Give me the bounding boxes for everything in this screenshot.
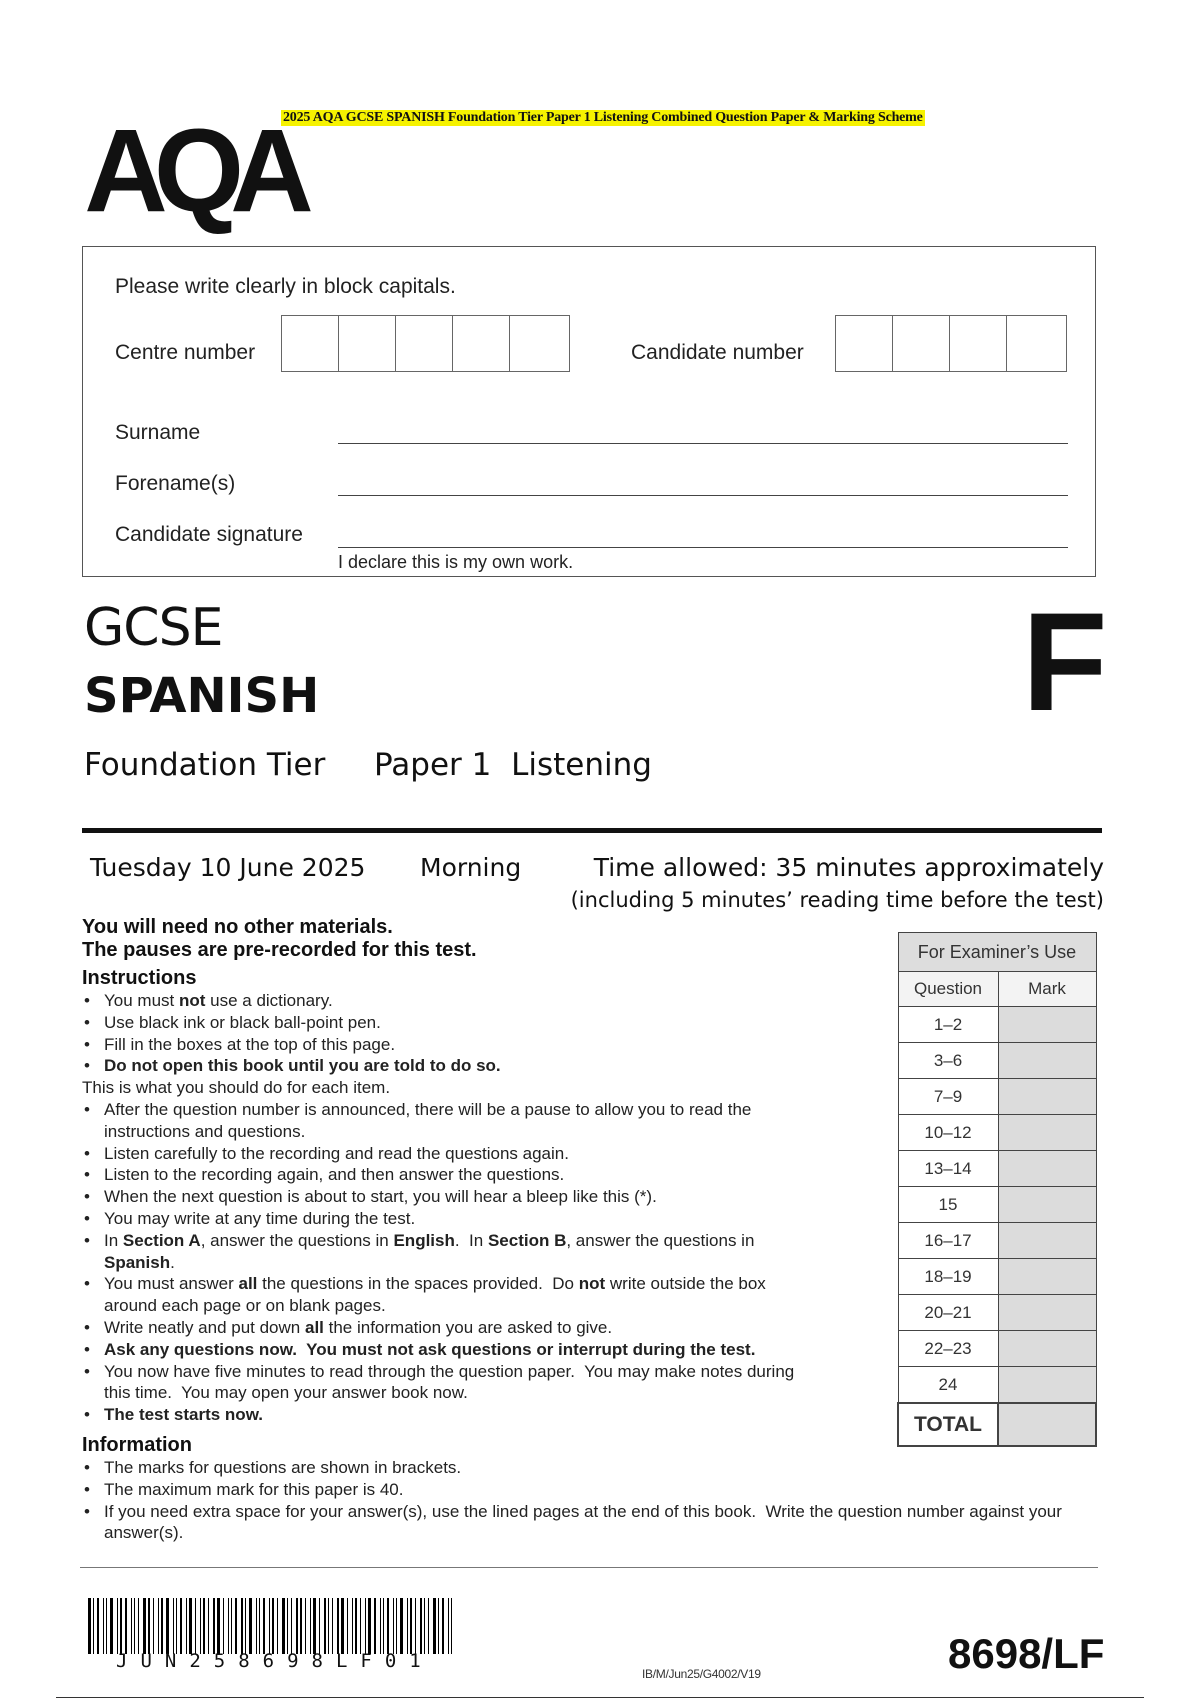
instruction-item: • You must answer all the questions in the spaces provided. Do not write outside the box around each page or on blank pages. [104, 1273, 812, 1317]
barcode-bar [195, 1598, 196, 1654]
page-bottom-rule [56, 1697, 1144, 1698]
barcode-bar [355, 1598, 357, 1654]
mark-cell [998, 1295, 1096, 1331]
table-row [898, 1043, 1096, 1079]
paper-label: Paper 1 Listening [374, 747, 652, 783]
table-row [898, 1079, 1096, 1115]
mark-cell [998, 1007, 1096, 1043]
candidate-digit-box[interactable] [950, 316, 1007, 371]
barcode-bar [310, 1598, 311, 1654]
instruction-item: • Write neatly and put down all the information you are asked to give. [104, 1317, 812, 1339]
barcode-bar [93, 1598, 94, 1654]
barcode-bar [332, 1598, 333, 1654]
barcode-bar [189, 1598, 192, 1654]
barcode-bar [442, 1598, 444, 1654]
signature-label: Candidate signature [115, 523, 303, 546]
barcode-bar [231, 1598, 232, 1654]
signature-line[interactable] [338, 547, 1068, 548]
information-heading: Information [82, 1433, 192, 1456]
barcode-bar [410, 1598, 412, 1654]
information-item: • The marks for questions are shown in brackets. [104, 1457, 1092, 1479]
table-row [898, 1295, 1096, 1331]
tier-letter: F [1022, 583, 1108, 740]
barcode-bar [374, 1598, 376, 1654]
barcode-bar [387, 1598, 389, 1654]
question-range: 18–19 [898, 1259, 998, 1295]
barcode-bar [360, 1598, 361, 1654]
barcode-bar [341, 1598, 344, 1654]
instruction-item: • You may write at any time during the test. [104, 1208, 812, 1230]
barcode-bar [347, 1598, 348, 1654]
question-range: 10–12 [898, 1115, 998, 1151]
barcode-bar [324, 1598, 326, 1654]
table-row [898, 1007, 1096, 1043]
footer-divider [80, 1567, 1098, 1568]
barcode-bar [259, 1598, 260, 1654]
centre-digit-box[interactable] [282, 316, 339, 371]
question-range: 24 [898, 1367, 998, 1404]
barcode-bar [300, 1598, 302, 1654]
question-range: 22–23 [898, 1331, 998, 1367]
question-column-header: Question [898, 972, 998, 1007]
barcode-bar [117, 1598, 118, 1654]
aqa-logo: AQA [84, 105, 301, 237]
barcode-bar [424, 1598, 425, 1654]
exam-date: Tuesday 10 June 2025 [90, 853, 366, 882]
barcode-bar [272, 1598, 274, 1654]
mark-cell [998, 1115, 1096, 1151]
mark-cell [998, 1043, 1096, 1079]
barcode-bar [256, 1598, 257, 1654]
mark-cell [998, 1259, 1096, 1295]
question-range: 20–21 [898, 1295, 998, 1331]
barcode-bar [269, 1598, 270, 1654]
examiner-table-title: For Examiner’s Use [898, 933, 1096, 972]
instruction-item: • Fill in the boxes at the top of this page. [104, 1034, 812, 1056]
examiner-use-table [897, 932, 1097, 1447]
barcode-bar [176, 1598, 177, 1654]
candidate-digit-box[interactable] [893, 316, 950, 371]
barcode-bar [383, 1598, 384, 1654]
barcode-bar [148, 1598, 150, 1654]
barcode-bar [451, 1598, 452, 1654]
mark-cell [998, 1331, 1096, 1367]
mark-cell [998, 1223, 1096, 1259]
mark-cell [998, 1367, 1096, 1404]
question-range: 13–14 [898, 1151, 998, 1187]
table-row [898, 1331, 1096, 1367]
instruction-item: • Ask any questions now. You must not ask questions or interrupt during the test. [104, 1339, 812, 1361]
question-range: 7–9 [898, 1079, 998, 1115]
barcode-bar [365, 1598, 366, 1654]
instruction-item: • Listen to the recording again, and then answer the questions. [104, 1164, 812, 1186]
surname-line[interactable] [338, 443, 1068, 444]
instruction-item: • You must not use a dictionary. [104, 990, 812, 1012]
instruction-note: This is what you should do for each item. [82, 1078, 391, 1098]
question-range: 3–6 [898, 1043, 998, 1079]
barcode-bar [415, 1598, 416, 1654]
table-row [898, 1115, 1096, 1151]
instruction-item: • Listen carefully to the recording and read the questions again. [104, 1143, 812, 1165]
paper-code: 8698/LF [948, 1630, 1105, 1677]
instruction-item: • Use black ink or black ball-point pen. [104, 1012, 812, 1034]
barcode-bar [173, 1598, 174, 1654]
barcode-bar [337, 1598, 339, 1654]
instruction-item: • In Section A, answer the questions in English. In Section B, answer the questions in Spanish. [104, 1230, 812, 1274]
instruction-item: • The test starts now. [104, 1404, 812, 1426]
total-label: TOTAL [898, 1403, 998, 1446]
barcode-bar [235, 1598, 237, 1654]
barcode-bar [200, 1598, 201, 1654]
barcode-bar [420, 1598, 422, 1654]
time-allowed: Time allowed: 35 minutes approximately [593, 853, 1104, 882]
barcode-bar [287, 1598, 288, 1654]
candidate-digit-box[interactable] [836, 316, 893, 371]
barcode-bar [134, 1598, 135, 1654]
barcode [88, 1598, 455, 1654]
information-item: • The maximum mark for this paper is 40. [104, 1479, 1092, 1501]
barcode-bar [131, 1598, 132, 1654]
candidate-number-field[interactable] [835, 315, 1067, 372]
barcode-bar [282, 1598, 285, 1654]
mark-column-header: Mark [998, 972, 1096, 1007]
exam-session: Morning [420, 853, 522, 882]
centre-digit-box[interactable] [339, 316, 396, 371]
table-row [898, 1367, 1096, 1404]
barcode-bar [110, 1598, 113, 1654]
barcode-bar [352, 1598, 353, 1654]
barcode-bar [138, 1598, 139, 1654]
barcode-bar [103, 1598, 104, 1654]
centre-digit-box[interactable] [453, 316, 510, 371]
document-reference: IB/M/Jun25/G4002/V19 [642, 1667, 761, 1681]
centre-number-label: Centre number [115, 341, 256, 364]
question-range: 16–17 [898, 1223, 998, 1259]
barcode-bar [106, 1598, 107, 1654]
information-item: • If you need extra space for your answer(s), use the lined pages at the end of this book. Write the question number against your answer(s). [104, 1501, 1092, 1545]
materials-line-2: The pauses are pre-recorded for this test. [82, 939, 477, 961]
tier-label: Foundation Tier [84, 747, 326, 783]
declaration-text: I declare this is my own work. [338, 552, 574, 572]
barcode-bar [291, 1598, 292, 1654]
title-divider [82, 828, 1102, 833]
barcode-bar [249, 1598, 252, 1654]
barcode-bar [88, 1598, 91, 1654]
forename-label: Forename(s) [115, 472, 236, 495]
centre-digit-box[interactable] [510, 316, 567, 371]
barcode-bar [180, 1598, 182, 1654]
table-row [898, 1259, 1096, 1295]
candidate-digit-box[interactable] [1007, 316, 1064, 371]
surname-label: Surname [115, 421, 201, 444]
total-row [898, 1403, 1096, 1446]
mark-cell [998, 1079, 1096, 1115]
reading-time-note: (including 5 minutes’ reading time before the test) [570, 888, 1104, 912]
barcode-bar [313, 1598, 316, 1654]
barcode-bar [305, 1598, 306, 1654]
barcode-bar [241, 1598, 243, 1654]
mark-cell [998, 1187, 1096, 1223]
barcode-bar [120, 1598, 122, 1654]
barcode-bar [223, 1598, 224, 1654]
document-banner: 2025 AQA GCSE SPANISH Foundation Tier Paper 1 Listening Combined Question Paper & Marking Scheme [283, 110, 923, 125]
qualification-title: GCSE [84, 598, 223, 658]
total-mark-cell [998, 1403, 1096, 1446]
barcode-bar [368, 1598, 371, 1654]
barcode-bar [161, 1598, 163, 1654]
barcode-bar [228, 1598, 229, 1654]
table-row [898, 1151, 1096, 1187]
instruction-item: • After the question number is announced, there will be a pause to allow you to read the instructions and questions. [104, 1099, 812, 1143]
barcode-bar [208, 1598, 209, 1654]
candidate-details-box [82, 246, 1096, 577]
barcode-bar [380, 1598, 381, 1654]
barcode-bar [407, 1598, 408, 1654]
barcode-bar [166, 1598, 169, 1654]
table-row [898, 1187, 1096, 1223]
instruction-item: • Do not open this book until you are told to do so. [104, 1055, 812, 1077]
barcode-bar [448, 1598, 449, 1654]
forename-line[interactable] [338, 495, 1068, 496]
subject-title: SPANISH [84, 668, 320, 724]
barcode-bar [213, 1598, 215, 1654]
barcode-bar [245, 1598, 246, 1654]
barcode-bar [433, 1598, 436, 1654]
barcode-bar [400, 1598, 403, 1654]
materials-line-1: You will need no other materials. [82, 916, 393, 938]
barcode-bar [158, 1598, 159, 1654]
barcode-bar [217, 1598, 220, 1654]
barcode-bar [186, 1598, 187, 1654]
barcode-bar [438, 1598, 439, 1654]
centre-digit-box[interactable] [396, 316, 453, 371]
centre-number-field[interactable] [281, 315, 570, 372]
barcode-bar [319, 1598, 320, 1654]
instruction-item: • When the next question is about to start, you will hear a bleep like this (*). [104, 1186, 812, 1208]
barcode-bar [203, 1598, 205, 1654]
question-range: 1–2 [898, 1007, 998, 1043]
mark-cell [998, 1151, 1096, 1187]
barcode-bar [328, 1598, 329, 1654]
barcode-bar [277, 1598, 278, 1654]
question-range: 15 [898, 1187, 998, 1223]
table-row [898, 1223, 1096, 1259]
barcode-bar [296, 1598, 298, 1654]
barcode-bar [153, 1598, 154, 1654]
instructions-heading: Instructions [82, 967, 197, 989]
barcode-bar [396, 1598, 397, 1654]
barcode-bar [143, 1598, 146, 1654]
barcode-bar [393, 1598, 394, 1654]
candidate-number-label: Candidate number [631, 341, 804, 364]
barcode-bar [125, 1598, 127, 1654]
instruction-item: • You now have five minutes to read through the question paper. You may make notes during this time. You may open your answer book now. [104, 1361, 812, 1405]
barcode-text: JUN258698LF01 [116, 1650, 434, 1672]
barcode-bar [97, 1598, 99, 1654]
block-capitals-instruction: Please write clearly in block capitals. [115, 275, 456, 298]
barcode-bar [263, 1598, 265, 1654]
barcode-bar [428, 1598, 429, 1654]
